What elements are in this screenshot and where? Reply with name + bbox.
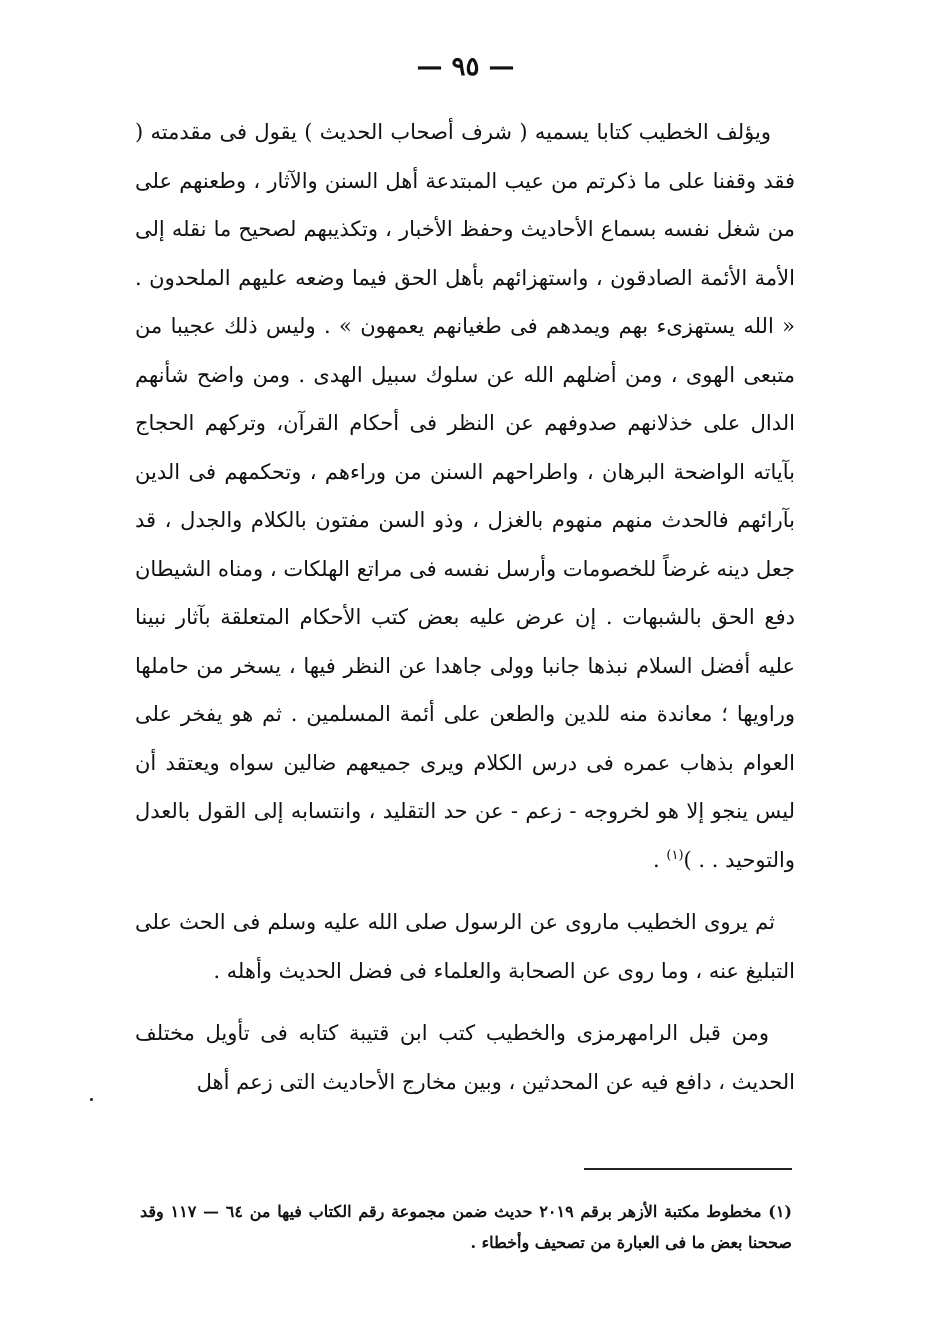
paragraph-1-end: . bbox=[653, 847, 667, 872]
page-number: — ٩٥ — bbox=[416, 52, 515, 82]
footnote-divider bbox=[584, 1168, 792, 1170]
page-speck bbox=[90, 1098, 93, 1101]
body-text bbox=[135, 108, 795, 1106]
footnote-reference: (١) bbox=[666, 847, 684, 863]
paragraph-1-text: ويؤلف الخطيب كتابا يسميه ( شرف أصحاب الحديث ) يقول فى مقدمته ( فقد وقفنا على ما ذكرتم من عيب المبتدعة أهل السنن والآثار ، وطعنهم على من شغل نفسه بسماع الأحاديث وحفظ الأخبار ، وتكذيبهم لصحيح ما نقله إلى الأمة الأئمة الصادقون ، واستهزائهم بأهل الحق فيما وضعه عليهم الملحدون . « الله يستهزىء بهم ويمدهم فى طغيانهم يعمهون » . وليس ذلك عجيبا من متبعى الهوى ، ومن أضلهم الله عن سلوك سبيل الهدى . ومن واضح شأنهم الدال على خذلانهم صدوفهم عن النظر فى أحكام القرآن، وتركهم الحجاج بآياته الواضحة البرهان ، واطراحهم السنن من وراءهم ، وتحكمهم فى الدين بآرائهم فالحدث منهم منهوم بالغزل ، وذو السن مفتون بالكلام والجدل ، قد جعل دينه غرضاً للخصومات وأرسل نفسه فى مراتع الهلكات ، ومناه الشيطان دفع الحق بالشبهات . إن عرض عليه بعض كتب الأحكام المتعلقة بآثار نبينا عليه أفضل السلام نبذها جانبا وولى جاهدا عن النظر فيها ، يسخر من حاملها وراويها ؛ معاندة منه للدين والطعن على أئمة المسلمين . ثم هو يفخر على العوام بذهاب عمره فى درس الكلام ويرى جميعهم ضالين سواه ويعتقد أن ليس ينجو إلا هو لخروجه - زعم - عن حد التقليد ، وانتسابه إلى القول بالعدل والتوحيد . . ) bbox=[135, 120, 795, 872]
paragraph-1 bbox=[135, 108, 795, 884]
paragraph-3: ومن قبل الرامهرمزى والخطيب كتب ابن قتيبة كتابه فى تأويل مختلف الحديث ، دافع فيه عن المحدثين ، وبين مخارج الأحاديث التى زعم أهل bbox=[135, 1021, 795, 1094]
paragraph-2: ثم يروى الخطيب ماروى عن الرسول صلى الله عليه وسلم فى الحث على التبليغ عنه ، وما روى عن الصحابة والعلماء فى فضل الحديث وأهله . bbox=[135, 910, 795, 983]
footnote: (١) مخطوط مكتبة الأزهر برقم ٢٠١٩ حديث ضمن مجموعة رقم الكتاب فيها من ٦٤ — ١١٧ وقد صححنا بعض ما فى العبارة من تصحيف وأخطاء . bbox=[140, 1202, 792, 1252]
